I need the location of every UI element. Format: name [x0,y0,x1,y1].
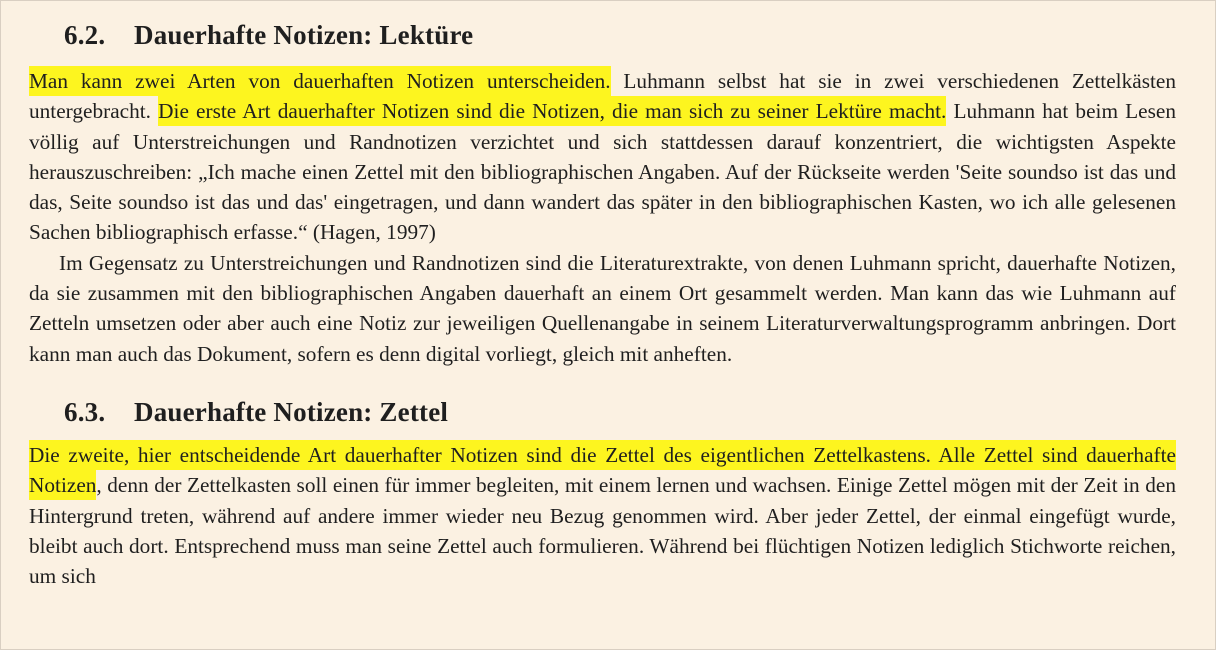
body-text: Luhmann hat beim Lesen völlig auf Unterstreichungen und Randnotizen verzichtet und sich stattdessen darauf konzentriert, die wichtigsten Aspekte herauszuschreiben: „Ich mache einen Zettel mit den bibliographischen Angaben. Auf der Rückseite werden 'Seite soundso ist das und das, Seite soundso ist das und das' eingetragen, und dann wandert das später in den bibliographischen Kasten, wo ich alle gelesenen Sachen bibliographisch erfasse.“ (Hagen, 1997) [29,99,1176,245]
section-title: Dauerhafte Notizen: Lektüre [134,20,474,50]
paragraph-lekture-2: Im Gegensatz zu Unterstreichungen und Randnotizen sind die Literaturextrakte, von denen Luhmann spricht, dauerhafte Notizen, da sie zusammen mit den bibliographischen Angaben dauerhaft an einem Ort gesammelt werden. Man kann das wie Luhmann auf Zetteln umsetzen oder aber auch eine Notiz zur jeweiligen Quellenangabe in seinem Literaturverwaltungsprogramm anbringen. Dort kann man auch das Dokument, sofern es denn digital vorliegt, gleich mit anheften. [29,250,1176,366]
section-number: 6.2. [64,20,106,50]
highlighted-text[interactable]: Die erste Art dauerhafter Notizen sind die Notizen, die man sich zu seiner Lektüre macht. [158,96,946,126]
section-heading-6-3 [29,394,1176,430]
paragraph-lekture-1 [29,66,1176,248]
body-text: Luhmann selbst hat sie in zwei verschiedenen Zettelkästen untergebracht. [29,69,1176,124]
highlighted-text[interactable]: Man kann zwei Arten von dauerhaften Notizen unterscheiden. [29,66,611,96]
highlighted-text[interactable]: Die zweite, hier entscheidende Art dauerhafter Notizen sind die Zettel des eigentlichen Zettelkastens. Alle Zettel sind dauerhafte Notizen [29,440,1176,500]
section-number: 6.3. [64,396,106,427]
body-text: , denn der Zettelkasten soll einen für immer begleiten, mit einem lernen und wachsen. Einige Zettel mögen mit der Zeit in den Hintergrund treten, während auf andere immer wieder neu Bezug genommen wird. Aber jeder Zettel, der einmal eingefügt wurde, bleibt auch dort. Entsprechend muss man seine Zettel auch formulieren. Während bei flüchtigen Notizen lediglich Stichworte reichen, um sich [29,473,1176,589]
section-title: Dauerhafte Notizen: Zettel [134,396,449,427]
section-heading-6-2 [29,17,1176,53]
document-content [29,17,1176,591]
paragraph-zettel-1 [29,440,1176,591]
